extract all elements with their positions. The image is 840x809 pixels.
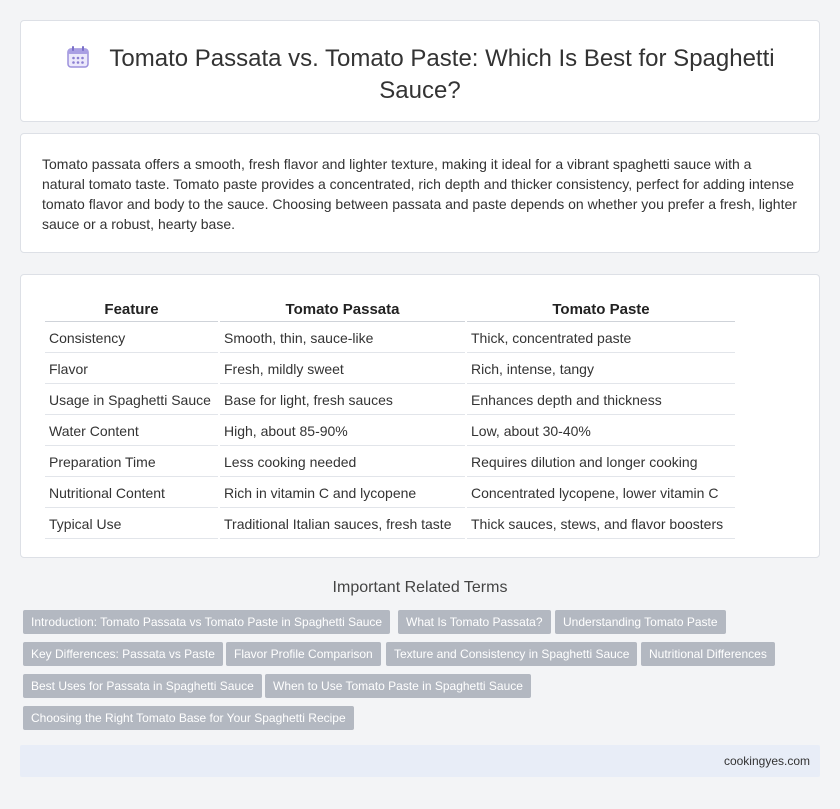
table-cell-paste: Thick sauces, stews, and flavor boosters	[467, 510, 735, 539]
table-cell-feature: Water Content	[45, 417, 218, 446]
table-cell-paste: Requires dilution and longer cooking	[467, 448, 735, 477]
table-cell-feature: Nutritional Content	[45, 479, 218, 508]
title-card	[20, 20, 820, 122]
table-cell-passata: Base for light, fresh sauces	[220, 386, 465, 415]
column-header-paste: Tomato Paste	[467, 298, 735, 322]
table-cell-passata: Smooth, thin, sauce-like	[220, 324, 465, 353]
related-tag-best-uses-passata[interactable]: Best Uses for Passata in Spaghetti Sauce	[23, 674, 262, 698]
table-header-row	[45, 298, 735, 322]
table-row	[45, 355, 735, 384]
table-row	[45, 448, 735, 477]
table-cell-feature: Typical Use	[45, 510, 218, 539]
calendar-icon	[65, 44, 91, 70]
table-cell-passata: Fresh, mildly sweet	[220, 355, 465, 384]
intro-card	[20, 133, 820, 253]
table-cell-feature: Preparation Time	[45, 448, 218, 477]
table-cell-paste: Rich, intense, tangy	[467, 355, 735, 384]
page-title: Tomato Passata vs. Tomato Paste: Which Is Best for Spaghetti Sauce?	[109, 45, 775, 104]
table-row	[45, 417, 735, 446]
table-row	[45, 479, 735, 508]
table-cell-feature: Consistency	[45, 324, 218, 353]
related-tag-understanding-paste[interactable]: Understanding Tomato Paste	[555, 610, 726, 634]
column-header-passata: Tomato Passata	[220, 298, 465, 322]
table-row	[45, 324, 735, 353]
related-tag-nutritional-differences[interactable]: Nutritional Differences	[641, 642, 775, 666]
table-cell-passata: High, about 85-90%	[220, 417, 465, 446]
comparison-table	[43, 296, 737, 541]
related-tag-introduction[interactable]: Introduction: Tomato Passata vs Tomato Paste in Spaghetti Sauce	[23, 610, 390, 634]
related-tag-flavor-profile[interactable]: Flavor Profile Comparison	[226, 642, 381, 666]
table-cell-feature: Usage in Spaghetti Sauce	[45, 386, 218, 415]
table-cell-paste: Enhances depth and thickness	[467, 386, 735, 415]
related-tag-choosing-base[interactable]: Choosing the Right Tomato Base for Your Spaghetti Recipe	[23, 706, 354, 730]
footer-bar	[20, 745, 820, 777]
table-cell-paste: Low, about 30-40%	[467, 417, 735, 446]
related-terms-heading: Important Related Terms	[332, 579, 508, 596]
comparison-card	[20, 274, 820, 558]
related-tag-texture-consistency[interactable]: Texture and Consistency in Spaghetti Sauce	[386, 642, 637, 666]
table-cell-paste: Thick, concentrated paste	[467, 324, 735, 353]
related-tag-what-is-passata[interactable]: What Is Tomato Passata?	[398, 610, 551, 634]
table-cell-passata: Traditional Italian sauces, fresh taste	[220, 510, 465, 539]
intro-paragraph: Tomato passata offers a smooth, fresh flavor and lighter texture, making it ideal for a vibrant spaghetti sauce with a natural tomato taste. Tomato paste provides a concentrated, rich depth and thicker consistency, perfect for adding intense tomato flavor and body to the sauce. Choosing between passata and paste depends on whether you prefer a fresh, lighter sauce or a robust, hearty base.	[42, 156, 797, 232]
table-cell-feature: Flavor	[45, 355, 218, 384]
table-row	[45, 510, 735, 539]
title-wrap	[61, 43, 779, 107]
column-header-feature: Feature	[45, 298, 218, 322]
related-tag-key-differences[interactable]: Key Differences: Passata vs Paste	[23, 642, 223, 666]
related-tag-when-to-use-paste[interactable]: When to Use Tomato Paste in Spaghetti Sauce	[265, 674, 531, 698]
table-row	[45, 386, 735, 415]
footer-site-name: cookingyes.com	[723, 754, 810, 768]
table-cell-passata: Rich in vitamin C and lycopene	[220, 479, 465, 508]
table-cell-passata: Less cooking needed	[220, 448, 465, 477]
table-cell-paste: Concentrated lycopene, lower vitamin C	[467, 479, 735, 508]
